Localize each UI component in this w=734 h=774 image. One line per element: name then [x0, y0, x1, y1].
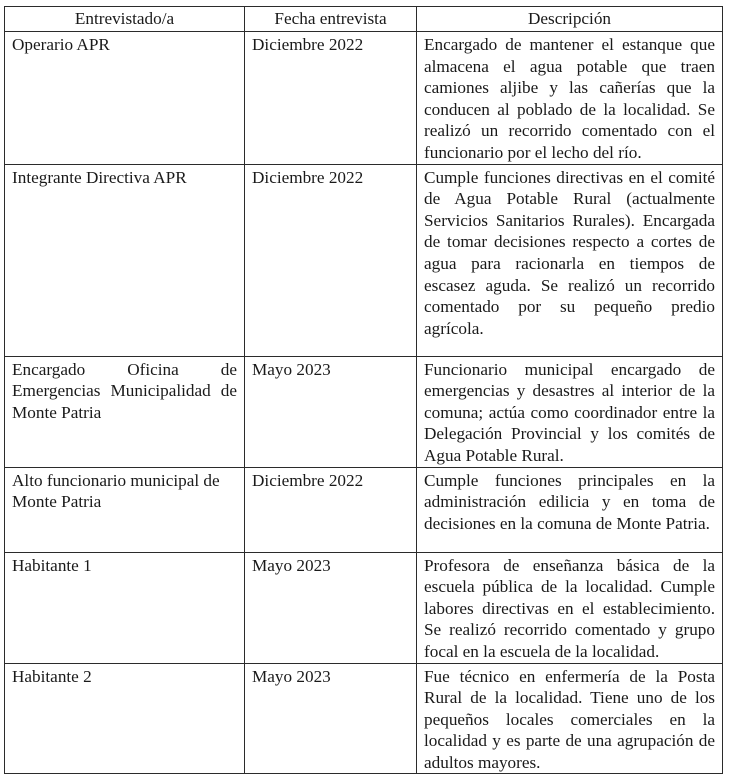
cell-date: Mayo 2023: [245, 663, 417, 774]
header-interviewee: Entrevistado/a: [5, 7, 245, 32]
cell-description: Funcionario municipal encargado de emergencias y desastres al interior de la comuna; actúa como coordinador entre la Delegación Provincial y los comités de Agua Potable Rural.: [417, 356, 723, 467]
cell-interviewee: Habitante 1: [5, 552, 245, 663]
interviews-table: [4, 6, 723, 774]
table-row: [5, 32, 723, 165]
table-body: [5, 32, 723, 774]
cell-date: Diciembre 2022: [245, 467, 417, 552]
cell-description: Cumple funciones directivas en el comité de Agua Potable Rural (actualmente Servicios Sanitarios Rurales). Encargada de tomar decisiones respecto a cortes de agua para racionarla en tiempos de escasez aguda. Se realizó un recorrido comentado por su pequeño predio agrícola.: [417, 164, 723, 356]
cell-date: Mayo 2023: [245, 552, 417, 663]
cell-description: Profesora de enseñanza básica de la escuela pública de la localidad. Cumple labores directivas en el establecimiento. Se realizó recorrido comentado y grupo focal en la escuela de la localidad.: [417, 552, 723, 663]
cell-interviewee: Habitante 2: [5, 663, 245, 774]
table-header: [5, 7, 723, 32]
cell-interviewee: Alto funcionario municipal de Monte Patria: [5, 467, 245, 552]
cell-description: Fue técnico en enfermería de la Posta Rural de la localidad. Tiene uno de los pequeños locales comerciales en la localidad y es parte de una agrupación de adultos mayores.: [417, 663, 723, 774]
cell-interviewee: Integrante Directiva APR: [5, 164, 245, 356]
table-row: [5, 164, 723, 356]
table-row: [5, 356, 723, 467]
cell-date: Diciembre 2022: [245, 32, 417, 165]
table-row: [5, 467, 723, 552]
header-description: Descripción: [417, 7, 723, 32]
cell-date: Mayo 2023: [245, 356, 417, 467]
cell-interviewee: Operario APR: [5, 32, 245, 165]
table-row: [5, 552, 723, 663]
cell-date: Diciembre 2022: [245, 164, 417, 356]
cell-interviewee: Encargado Oficina de Emergencias Municipalidad de Monte Patria: [5, 356, 245, 467]
cell-description: Cumple funciones principales en la administración edilicia y en toma de decisiones en la comuna de Monte Patria.: [417, 467, 723, 552]
header-row: [5, 7, 723, 32]
cell-description: Encargado de mantener el estanque que almacena el agua potable que traen camiones aljibe y las cañerías que la conducen al poblado de la localidad. Se realizó un recorrido comentado con el funcionario por el lecho del río.: [417, 32, 723, 165]
header-date: Fecha entrevista: [245, 7, 417, 32]
table-row: [5, 663, 723, 774]
